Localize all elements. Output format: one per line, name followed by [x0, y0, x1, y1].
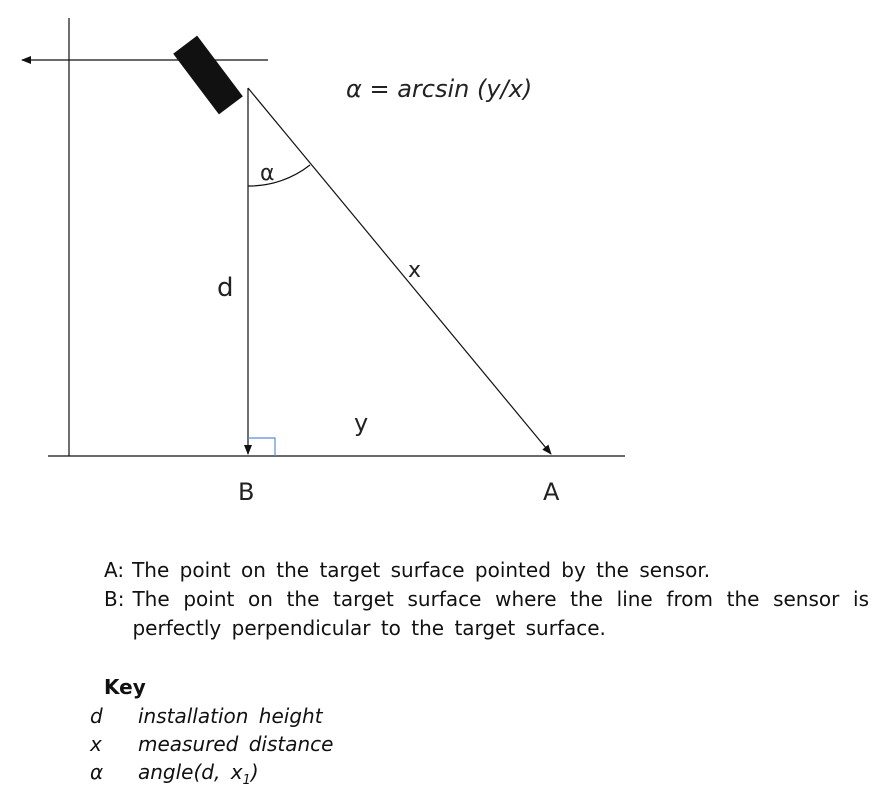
- key-definition-d: installation height: [138, 704, 323, 728]
- description-b-tag: B:: [104, 587, 125, 611]
- key-definition-x: measured distance: [138, 732, 334, 756]
- key-definition-alpha-text: angle(d, x: [138, 760, 243, 784]
- label-d: d: [217, 273, 234, 303]
- right-angle-marker: [248, 438, 275, 456]
- point-descriptions: [104, 556, 869, 643]
- key-title: Key: [104, 675, 146, 699]
- label-y: y: [354, 409, 369, 437]
- description-a-text: The point on the target surface pointed by the sensor.: [132, 558, 711, 582]
- description-b-text: The point on the target surface where the line from the sensor is perfectly perpendicular to the target surface.: [132, 587, 869, 640]
- key-item-alpha: [90, 758, 333, 795]
- label-point-b: B: [238, 478, 255, 506]
- key-symbol-x: x: [90, 732, 102, 756]
- label-point-a: A: [543, 478, 560, 506]
- key-item-x: [90, 730, 333, 758]
- key-item-d: [90, 702, 333, 730]
- label-x: x: [408, 258, 422, 283]
- key-list: [90, 702, 333, 795]
- key-symbol-d: d: [90, 704, 103, 728]
- key-definition-alpha-subscript: 1: [242, 773, 251, 788]
- formula-text: α = arcsin (y/x): [346, 75, 533, 103]
- angle-arc-alpha: [248, 165, 310, 186]
- description-a: [104, 556, 869, 585]
- sensor-icon: [173, 36, 243, 115]
- description-a-tag: A:: [104, 558, 125, 582]
- label-alpha: α: [260, 161, 275, 186]
- key-definition-alpha: [138, 758, 259, 795]
- description-b: [104, 585, 869, 643]
- key-definition-alpha-suffix: ): [250, 760, 259, 784]
- measured-distance-line-x: [248, 88, 551, 454]
- key-symbol-alpha: α: [90, 760, 104, 784]
